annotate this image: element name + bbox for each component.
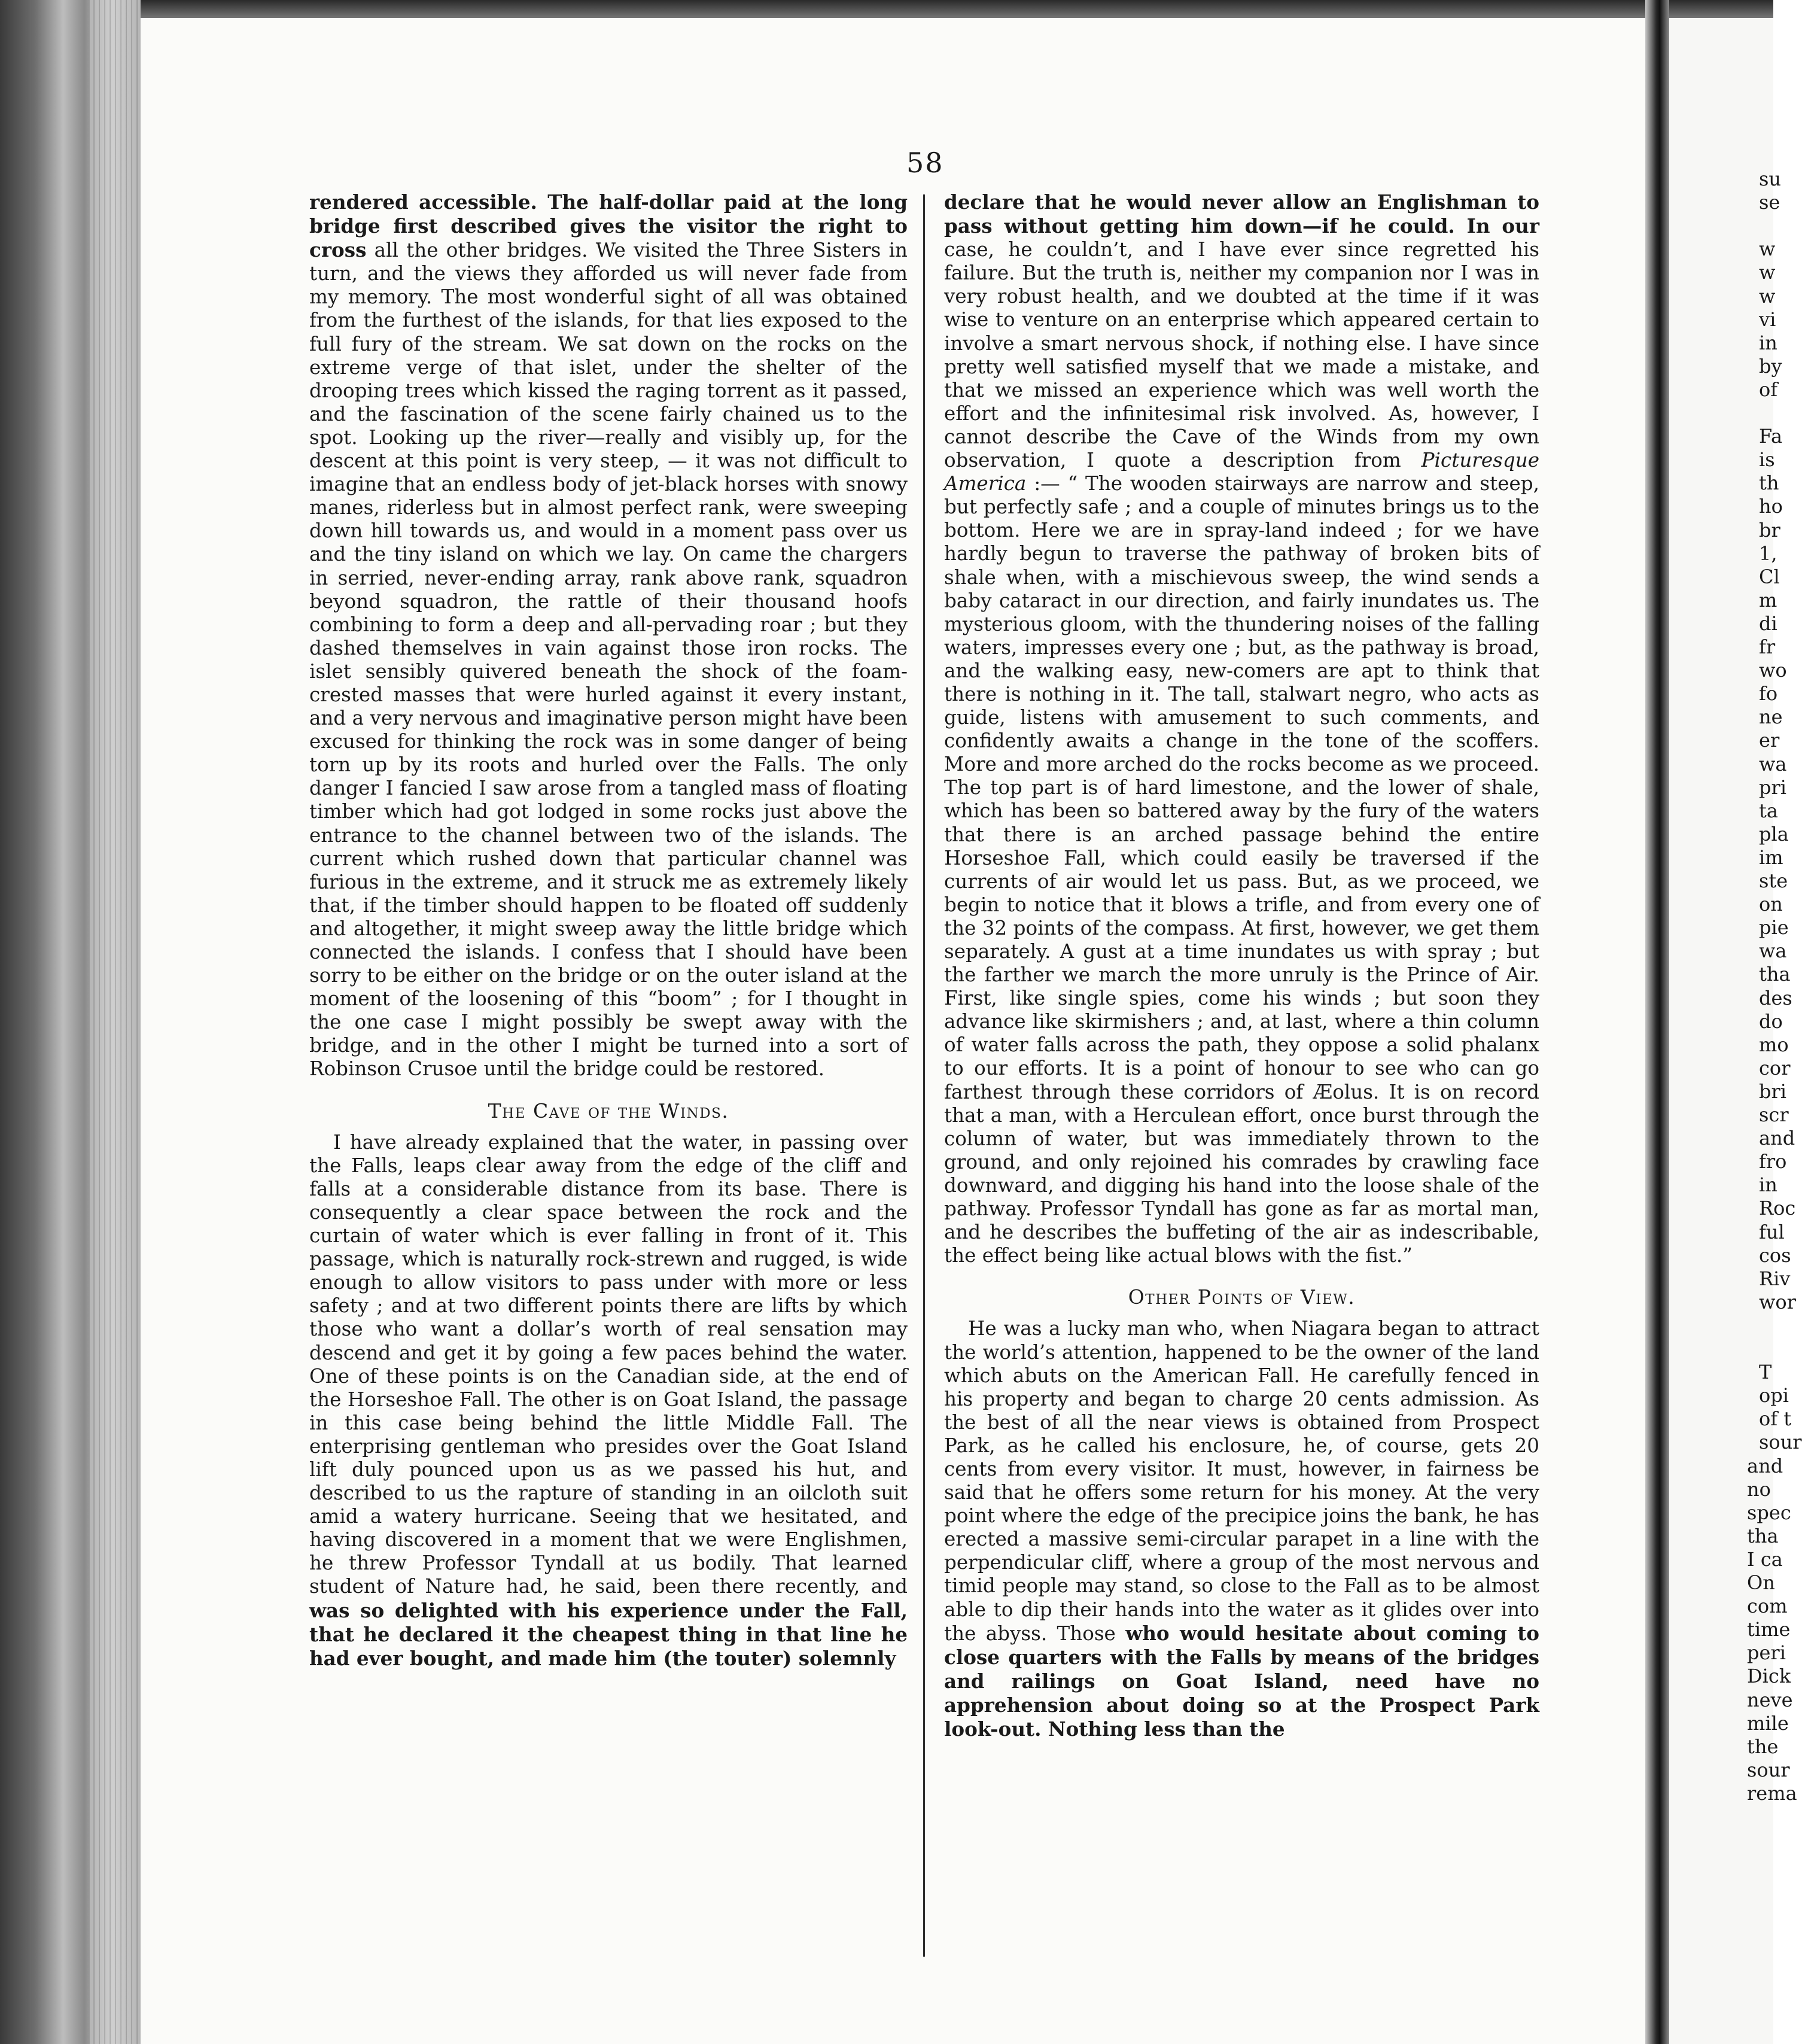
- next-page-fragment: scr: [1759, 1103, 1789, 1126]
- next-page-fragment: vi: [1759, 308, 1776, 331]
- left-paragraph-2: [309, 1131, 908, 1671]
- next-page-fragment: and: [1747, 1454, 1783, 1477]
- next-page-fragment: I ca: [1747, 1547, 1783, 1571]
- left-p1-text: all the other bridges. We visited the Three Sisters in turn, and the views they afforded us will never fade from my memory. The most wonderful sight of all was obtained from the furthest of the islands, for that lies exposed to the full fury of the stream. We sat down on the rocks on the extreme verge of that islet, under the shelter of the drooping trees which kissed the raging torrent as it passed, and the fascination of the scene fairly chained us to the spot. Looking up the river—really and visibly up, for the descent at this point is very steep, — it was not difficult to imagine that an endless body of jet-black horses with snowy manes, riderless but in almost perfect rank, were sweeping down hill towards us, and would in a moment pass over us and the tiny island on which we lay. On came the chargers in serried, never-ending array, rank above rank, squadron beyond squadron, the rattle of their thousand hoofs combining to form a deep and all-pervading roar ; but they dashed themselves in vain against those iron rocks. The islet sensibly quivered beneath the shock of the foam-crested masses that were hurled against it every instant, and a very nervous and imaginative person might have been excused for thinking the rock was in some danger of being torn up by its roots and hurled over the Falls. The only danger I fancied I saw arose from a tangled mass of floating timber which had got lodged in some rocks just above the entrance to the channel between two of the islands. The current which rushed down that particular channel was furious in the extreme, and it struck me as extremely likely that, if the timber should happen to be floated off suddenly and altogether, it might sweep away the little bridge which connected the islands. I confess that I should have been sorry to be either on the bridge or on the outer island at the moment of the loosening of this “boom” ; for I thought in the one case I might possibly be swept away with the bridge, and in the other I might be turned into a sort of Robinson Crusoe until the bridge could be restored.: [309, 239, 908, 1081]
- right-p1-text: case, he couldn’t, and I have ever since regretted his failure. But the truth is, neither my companion nor I was in very robust health, and we doubted at the time if it was wise to venture on an enterprise which appeared certain to involve a smart nervous shock, if nothing else. I have since pretty well satisfied myself that we made a mistake, and that we missed an experience which was well worth the effort and the infinitesimal risk involved. As, however, I cannot describe the Cave of the Winds from my own observation, I quote a description from: [944, 238, 1539, 472]
- next-page-fragment: in: [1759, 1173, 1777, 1197]
- next-page-fragment: wor: [1759, 1290, 1796, 1313]
- next-page-fragment: mile: [1747, 1711, 1789, 1735]
- next-page-fragment: tha: [1759, 963, 1791, 986]
- next-page-fragment: w: [1759, 238, 1776, 261]
- next-page-edge: [1669, 18, 1802, 2044]
- next-page-fragment: tha: [1747, 1524, 1779, 1547]
- next-page-fragment: pri: [1759, 775, 1787, 799]
- next-page-fragment: fr: [1759, 635, 1776, 658]
- next-page-fragment: 1,: [1759, 542, 1777, 565]
- next-page-fragment: no: [1747, 1477, 1771, 1501]
- next-page-fragment: mo: [1759, 1033, 1789, 1056]
- next-page-fragment: T: [1759, 1361, 1772, 1384]
- next-page-fragment: im: [1759, 845, 1783, 869]
- next-page-fragment: ste: [1759, 869, 1788, 892]
- next-page-fragment: se: [1759, 191, 1780, 214]
- next-page-fragment: w: [1759, 261, 1776, 284]
- next-page-fragment: time: [1747, 1618, 1791, 1641]
- next-page-fragment: pie: [1759, 916, 1789, 939]
- next-page-fragment: peri: [1747, 1641, 1786, 1665]
- next-page-fragment: of: [1759, 378, 1778, 401]
- column-divider-rule: [923, 194, 925, 1957]
- next-page-fragment: er: [1759, 729, 1780, 752]
- next-page-fragment: com: [1747, 1595, 1788, 1618]
- left-p2-text: I have already explained that the water, in passing over the Falls, leaps clear away from the edge of the cliff and falls at a considerable distance from its base. There is consequently a clear space between the rock and the curtain of water which is ever falling in front of it. This passage, which is naturally rock-strewn and rugged, is wide enough to allow visitors to pass under with more or less safety ; and at two different points there are lifts by which those who want a dollar’s worth of real sensation may descend and get it by going a few paces behind the water. One of these points is on the Canadian side, at the end of the Horseshoe Fall. The other is on Goat Island, the passage in this case being behind the little Middle Fall. The enterprising gentleman who presides over the Goat Island lift duly pounced upon us as we passed his hut, and described to us the rapture of standing in an oilcloth suit amid a watery hurricane. Seeing that we hesitated, and having discovered in a moment that we were Englishmen, he threw Professor Tyndall at us bodily. That learned student of Nature had, he said, been there recently, and: [309, 1130, 908, 1598]
- next-page-fragment: m: [1759, 588, 1777, 612]
- next-page-fragment: rema: [1747, 1781, 1797, 1805]
- right-paragraph-1: [944, 190, 1539, 1267]
- next-page-fragment: wo: [1759, 659, 1787, 682]
- next-page-fragment: w: [1759, 284, 1776, 308]
- next-page-fragment: by: [1759, 354, 1782, 378]
- left-paragraph-1: [309, 190, 908, 1081]
- left-p2-bold-run: was so delighted with his experience under the Fall, that he declared it the cheapest thing in that line he had ever bought, and made him (the touter) solemnly: [309, 1598, 908, 1670]
- next-page-fragment: fo: [1759, 682, 1778, 705]
- next-page-fragment: in: [1759, 331, 1777, 354]
- next-page-fragment: and: [1759, 1127, 1795, 1150]
- left-p1-bold-run: rendered accessible. The half-dollar paid at the long bridge first described gives the visitor the right to cross: [309, 190, 908, 262]
- next-page-fragment: Riv: [1759, 1267, 1791, 1290]
- right-p1-bold-run: declare that he would never allow an Englishman to pass without getting him down—if he could. In our: [944, 190, 1539, 238]
- next-page-fragment: of t: [1759, 1407, 1792, 1431]
- next-page-fragment: the: [1747, 1735, 1779, 1758]
- next-page-fragment: ta: [1759, 799, 1778, 822]
- next-page-fragment: br: [1759, 518, 1780, 542]
- next-page-fragment: spec: [1747, 1501, 1791, 1524]
- book-gutter: [1645, 0, 1669, 2044]
- next-page-fragment: sour: [1759, 1431, 1802, 1454]
- next-page-fragment: ful: [1759, 1220, 1785, 1243]
- right-paragraph-2: [944, 1317, 1539, 1741]
- next-page-fragment: Cl: [1759, 565, 1780, 588]
- right-p2-bold-run: who would hesitate about coming to close quarters with the Falls by means of the bridges and railings on Goat Island, need have no apprehension about doing so at the Prospect Park look-out. Nothing less than the: [944, 1621, 1539, 1741]
- book-spine-shadow: [0, 0, 141, 2044]
- next-page-fragment: is: [1759, 448, 1775, 472]
- next-page-fragment: th: [1759, 472, 1779, 495]
- next-page-fragment: sour: [1747, 1758, 1790, 1781]
- next-page-fragment: ne: [1759, 705, 1783, 729]
- next-page-fragment: bri: [1759, 1079, 1787, 1103]
- section-heading-other-points: Other Points of View.: [1128, 1285, 1356, 1309]
- next-page-fragment: do: [1759, 1009, 1783, 1033]
- next-page-fragment: cor: [1759, 1056, 1791, 1079]
- next-page-fragment: Dick: [1747, 1665, 1791, 1688]
- next-page-fragment: fro: [1759, 1150, 1787, 1173]
- section-heading-cave-of-winds: The Cave of the Winds.: [488, 1099, 729, 1123]
- next-page-fragment: Fa: [1759, 425, 1783, 448]
- page-number: 58: [906, 147, 944, 179]
- next-page-fragment: Roc: [1759, 1197, 1796, 1220]
- next-page-fragment: ho: [1759, 495, 1783, 518]
- next-page-fragment: di: [1759, 612, 1777, 635]
- left-text-column: [309, 190, 908, 1671]
- right-p1-italic-title: Picturesque America: [944, 449, 1539, 495]
- next-page-fragment: wa: [1759, 752, 1787, 775]
- next-page-fragment: on: [1759, 893, 1783, 916]
- next-page-fragment: su: [1759, 168, 1782, 190]
- next-page-fragment: opi: [1759, 1384, 1789, 1407]
- next-page-fragment: neve: [1747, 1688, 1793, 1711]
- next-page-fragment: pla: [1759, 822, 1789, 845]
- next-page-fragment: On: [1747, 1571, 1775, 1594]
- next-page-fragment: wa: [1759, 939, 1787, 963]
- right-p2-text: He was a lucky man who, when Niagara began to attract the world’s attention, happened to be the owner of the land which abuts on the American Fall. He carefully fenced in his property and began to charge 20 cents admission. As the best of all the near views is obtained from Prospect Park, as he called his enclosure, he, of course, gets 20 cents from every visitor. It must, however, in fairness be said that he offers some return for his money. At the very point where the edge of the precipice joins the bank, he has erected a massive semi-circular parapet in a line with the perpendicular cliff, where a group of the most nervous and timid people may stand, so close to the Fall as to be almost able to dip their hands into the water as it glides over into the abyss. Those: [944, 1317, 1539, 1645]
- right-text-column: [944, 190, 1539, 1741]
- right-p1-quote: :— “ The wooden stairways are narrow and steep, but perfectly safe ; and a couple of minutes brings us to the bottom. Here we are in spray-land indeed ; for we have hardly begun to traverse the pathway of broken bits of shale when, with a mischievous sweep, the wind sends a baby cataract in our direction, and fairly inundates us. The mysterious gloom, with the thundering noises of the falling waters, impresses every one ; but, as the pathway is broad, and the walking easy, new-comers are apt to think that there is nothing in it. The tall, stalwart negro, who acts as guide, listens with amusement to such comments, and confidently awaits a change in the tone of the scoffers. More and more arched do the rocks become as we proceed. The top part is of hard limestone, and the lower of shale, which has been so battered away by the fury of the waters that there is an arched passage behind the entire Horseshoe Fall, which could easily be traversed if the currents of air would let us pass. But, as we proceed, we begin to notice that it blows a trifle, and from every one of the 32 points of the compass. At first, however, we get them separately. A gust at a time inundates us with spray ; but the farther we march the more unruly is the Prince of Air. First, like single spies, come his winds ; but soon they advance like skirmishers ; and, at last, where a thin column of water falls across the path, they oppose a solid phalanx to our efforts. It is a point of honour to see who can go farthest through these corridors of Æolus. It is on record that a man, with a Herculean effort, once burst through the column of water, but was immediately thrown to the ground, and only rejoined his comrades by crawling face downward, and digging his hand into the loose shale of the pathway. Professor Tyndall has gone as far as mortal man, and he describes the buffeting of the air as indescribable, the effect being like actual blows with the fist.”: [944, 472, 1539, 1267]
- next-page-fragment: cos: [1759, 1243, 1791, 1267]
- next-page-fragment: des: [1759, 986, 1792, 1009]
